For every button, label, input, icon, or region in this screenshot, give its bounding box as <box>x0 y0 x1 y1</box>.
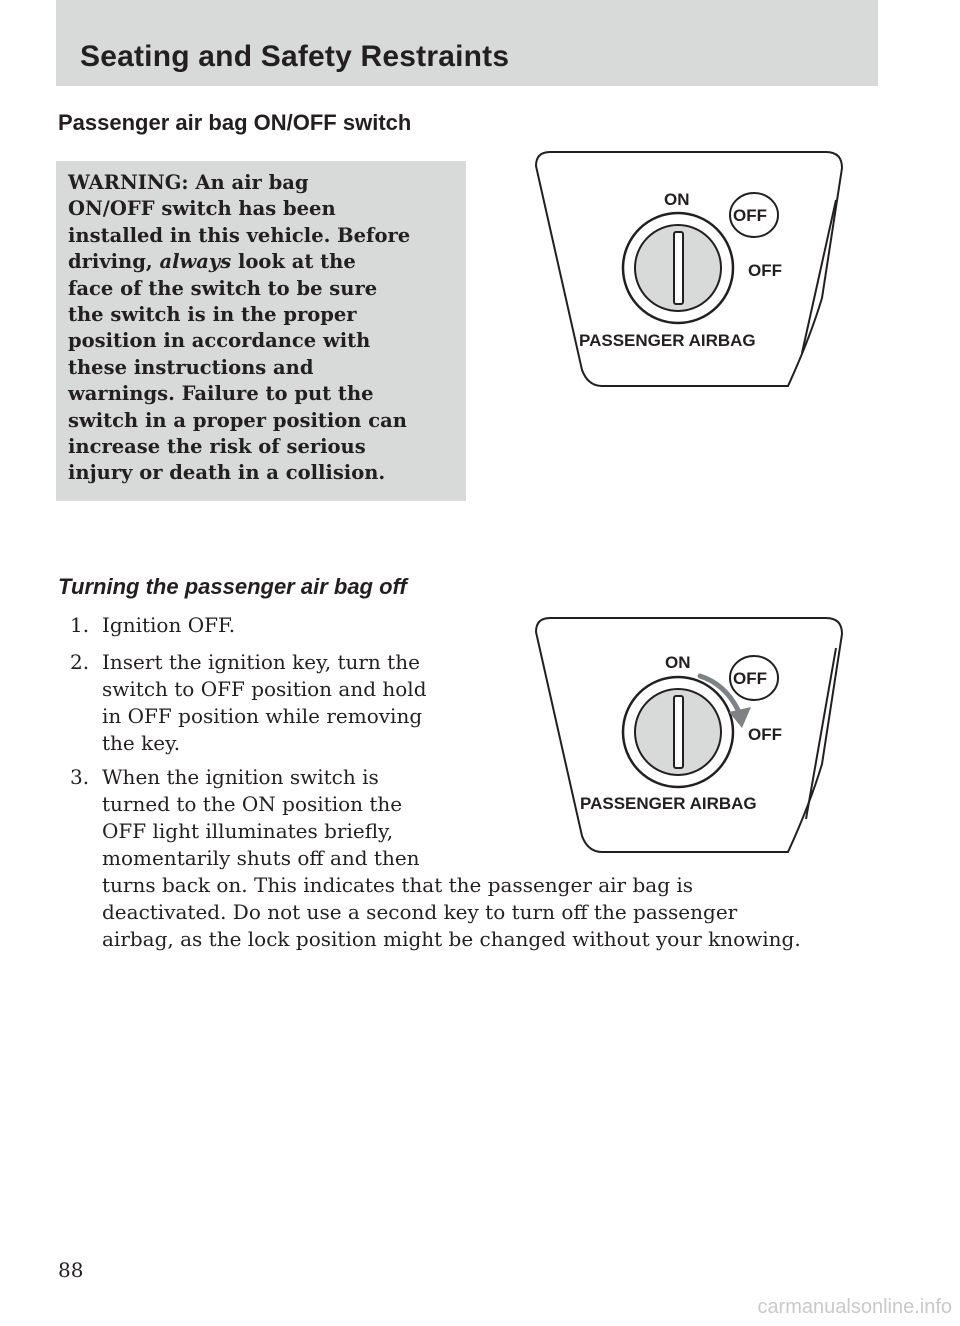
on-label: ON <box>665 653 691 672</box>
airbag-switch-turn-diagram <box>510 614 850 859</box>
step-line: When the ignition switch is <box>102 765 379 789</box>
step-number: 3. <box>70 765 90 789</box>
step-line: in OFF position while removing <box>102 704 423 728</box>
step-line: Insert the ignition key, turn the <box>102 650 420 674</box>
warning-line: switch in a proper position can <box>68 408 407 432</box>
warning-text <box>68 170 462 487</box>
step-text <box>70 612 470 639</box>
warning-line: warnings. Failure to put the <box>68 382 374 406</box>
warning-line: the switch is in the proper <box>68 303 357 327</box>
warning-line: injury or death in a collision. <box>68 461 386 485</box>
airbag-switch-diagram <box>510 148 850 393</box>
step-number: 1. <box>70 613 90 637</box>
step-item <box>70 649 470 757</box>
step-line: turned to the ON position the <box>102 792 403 816</box>
warning-line: WARNING: An air bag <box>68 171 309 194</box>
off-lamp-label: OFF <box>733 206 767 225</box>
step-line: deactivated. Do not use a second key to turn off the passenger <box>102 900 738 924</box>
off-label: OFF <box>748 725 782 744</box>
off-lamp-label: OFF <box>733 669 767 688</box>
warning-box <box>56 161 466 501</box>
step-line: switch to OFF position and hold <box>102 677 427 701</box>
warning-line: position in accordance with <box>68 329 371 353</box>
warning-line-post: look at the <box>231 250 356 274</box>
step-line: Ignition OFF. <box>102 613 236 637</box>
key-slot <box>674 696 683 768</box>
passenger-airbag-label: PASSENGER AIRBAG <box>580 794 757 813</box>
step-line: the key. <box>102 731 181 755</box>
step-line: momentarily shuts off and then <box>102 846 420 870</box>
section-title: Passenger air bag ON/OFF switch <box>58 110 412 135</box>
warning-emphasis: always <box>159 250 232 274</box>
warning-line: face of the switch to be sure <box>68 276 378 300</box>
warning-line: installed in this vehicle. Before <box>68 223 411 247</box>
off-label: OFF <box>748 261 782 280</box>
subsection-title: Turning the passenger air bag off <box>58 574 407 599</box>
page-header-title: Seating and Safety Restraints <box>80 40 510 73</box>
step-line: OFF light illuminates briefly, <box>102 819 394 843</box>
warning-line: increase the risk of serious <box>68 435 366 459</box>
on-label: ON <box>664 190 690 209</box>
key-slot <box>674 232 683 304</box>
passenger-airbag-label: PASSENGER AIRBAG <box>579 331 756 350</box>
step-text <box>70 649 470 757</box>
watermark-text: carmanualsonline.info <box>757 1296 952 1318</box>
step-number: 2. <box>70 650 90 674</box>
page-number: 88 <box>58 1258 84 1282</box>
warning-line: these instructions and <box>68 355 314 379</box>
warning-line-pre: driving, <box>68 250 160 274</box>
warning-line: ON/OFF switch has been <box>68 197 336 221</box>
step-line: airbag, as the lock position might be changed without your knowing. <box>102 927 801 951</box>
step-item <box>70 612 470 639</box>
step-line: turns back on. This indicates that the passenger air bag is <box>102 873 694 897</box>
